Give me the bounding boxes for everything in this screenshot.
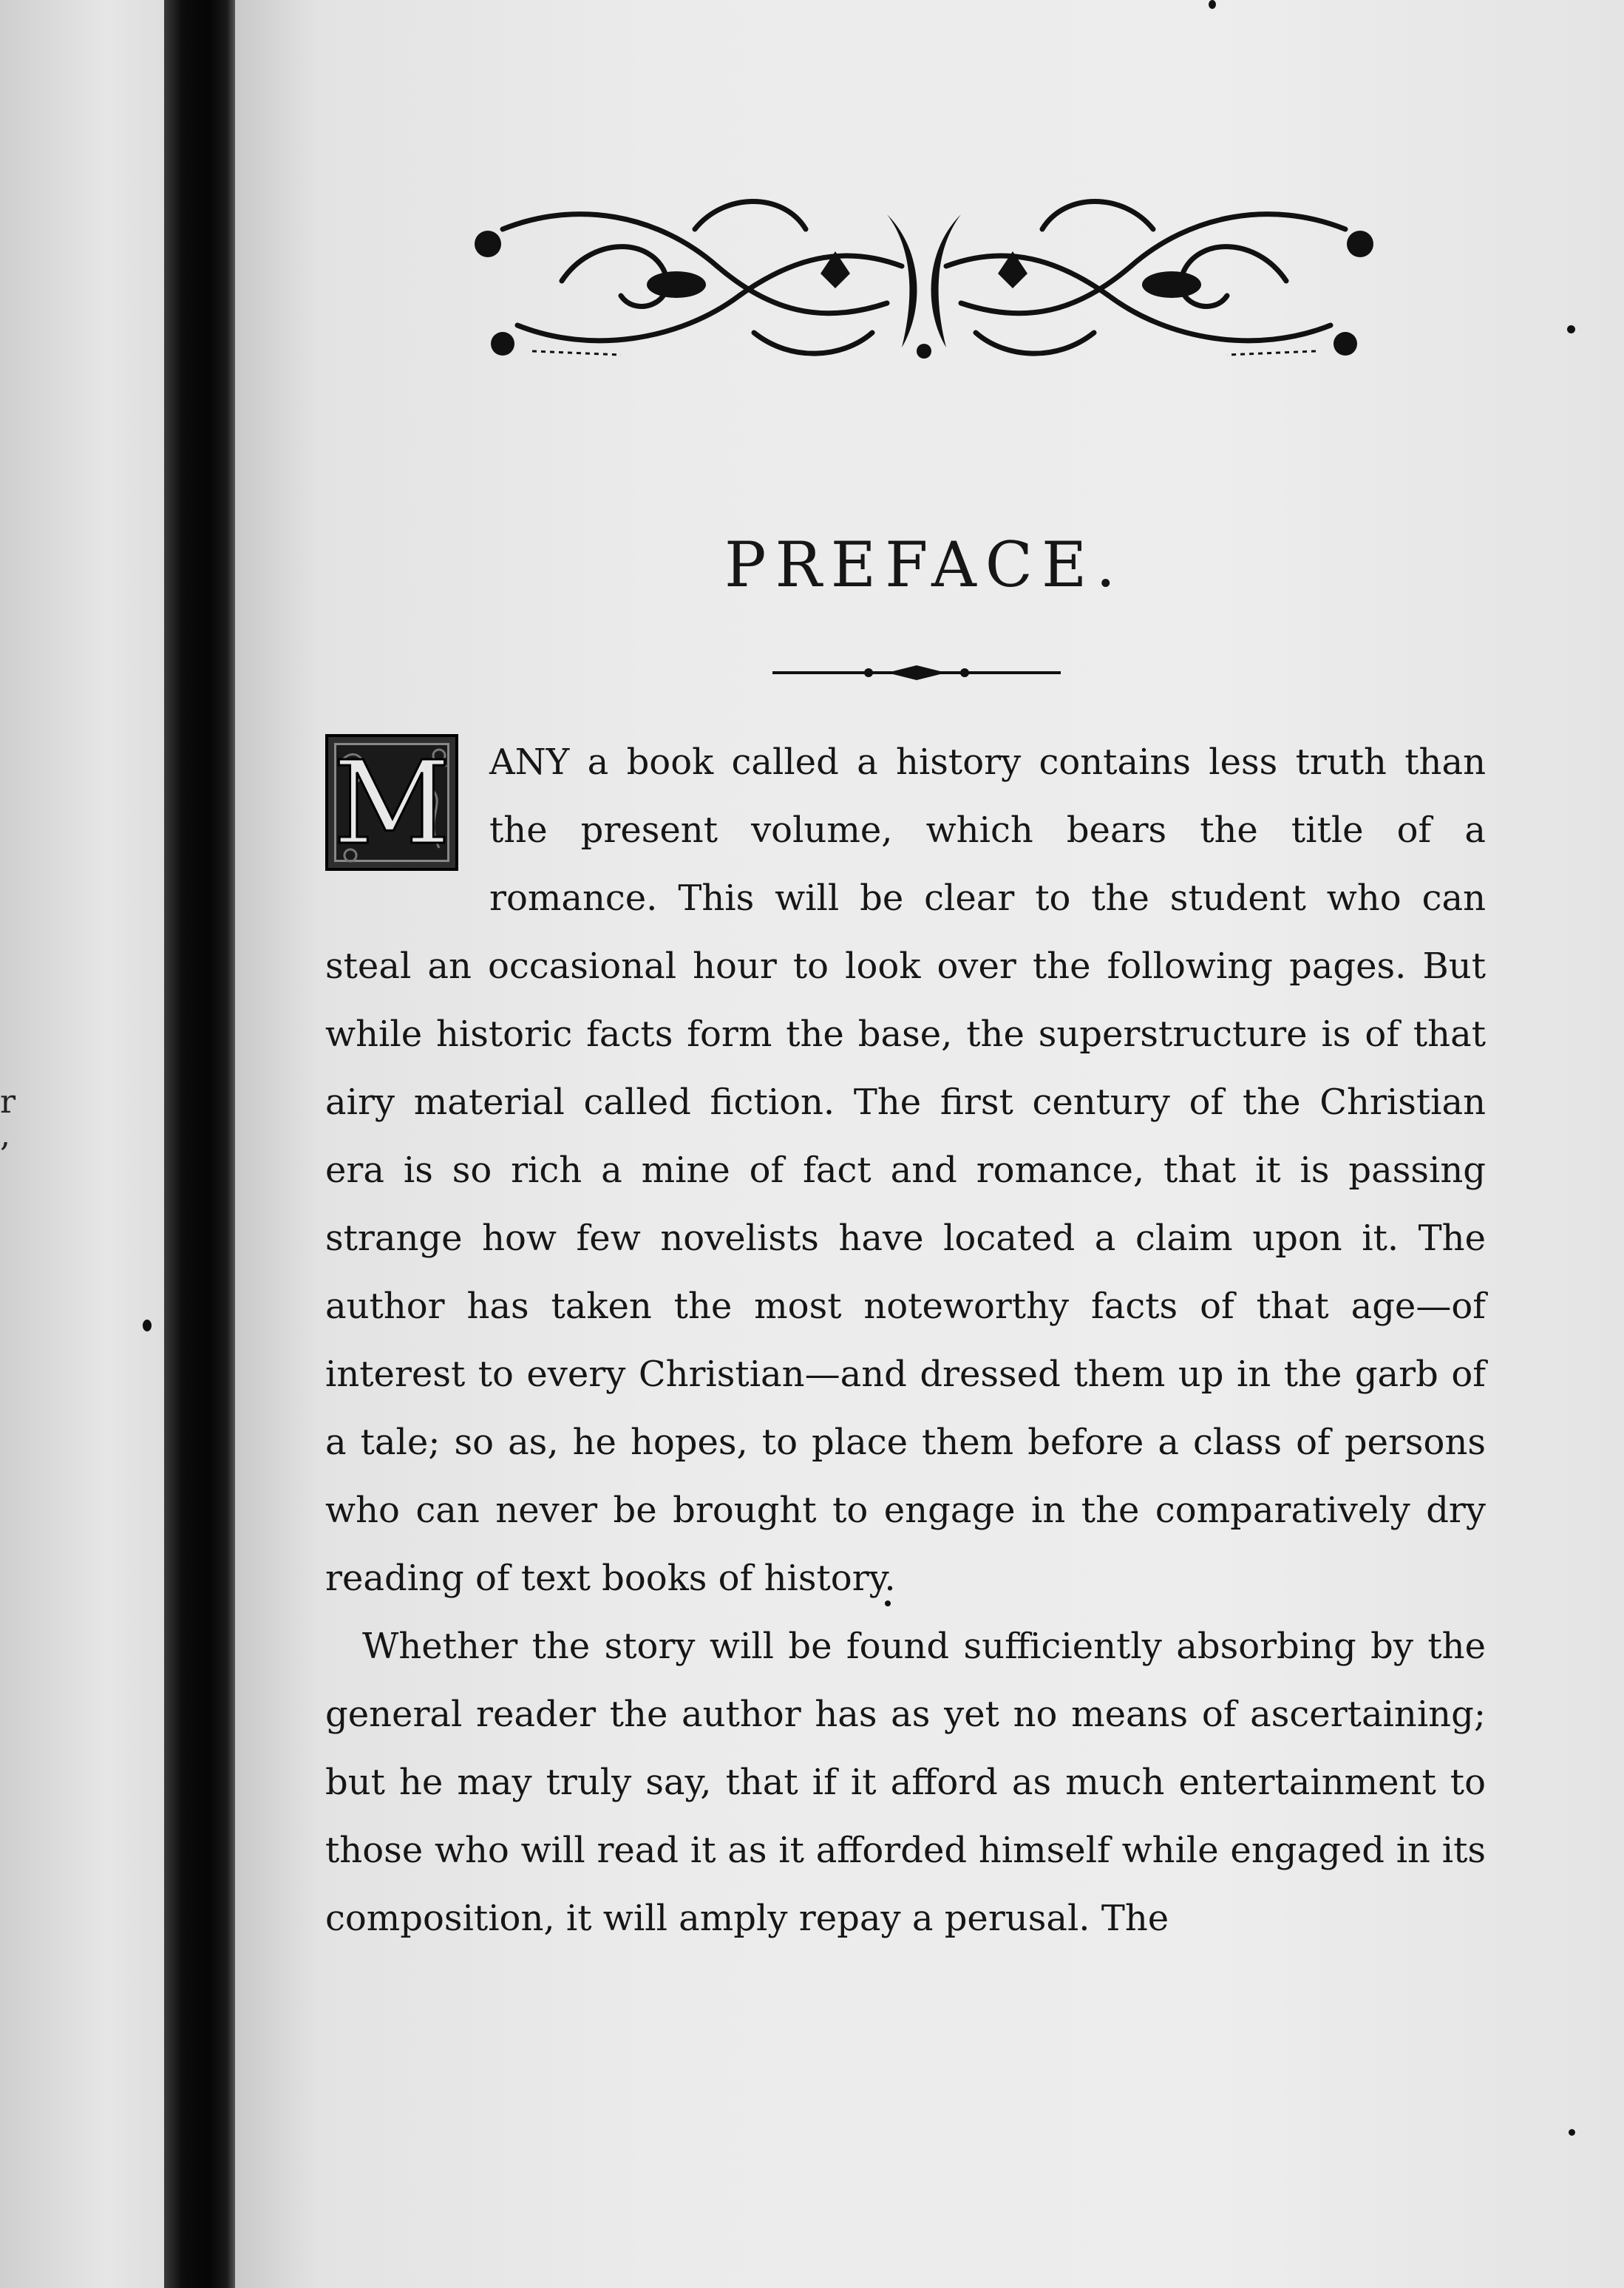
facing-page-fragment: , (0, 1116, 10, 1154)
book-gutter (164, 0, 238, 2288)
diamond-rule-ornament-icon (772, 662, 1061, 684)
print-speck (1209, 0, 1216, 9)
facing-page-fragment: r (0, 1083, 16, 1121)
print-speck (1569, 2129, 1575, 2136)
decorated-initial-icon (325, 734, 458, 871)
preface-paragraph: Whether the story will be found sufficiently absorbing by the general reader the author has as yet no means of ascertaining; but he may truly say, that if it afford as much entertainment to those who will read it as it afforded himself while engaged in its composition, it will amply repay a perusal. The (325, 1626, 1486, 1939)
preface-body (325, 728, 1486, 1952)
page-title: PREFACE. (724, 529, 1125, 601)
floral-scroll-ornament-icon (473, 185, 1375, 370)
preface-paragraph (325, 728, 1486, 1612)
facing-page-edge (0, 0, 177, 2288)
drop-cap-letter: M (333, 736, 451, 870)
print-speck (143, 1320, 152, 1331)
print-speck (1567, 325, 1575, 333)
paragraph-text: ANY a book called a history contains less truth than the present volume, which bears the title of a romance. This will be clear to the student who can steal an occasional hour to look over the following pages. But while historic facts form the base, the superstructure is of that airy material called fiction. The first century of the Christian era is so rich a mine of fact and romance, that it is passing strange how few novelists have located a claim upon it. The author has taken the most noteworthy facts of that age—of interest to every Christian—and dressed them up in the garb of a tale; so as, he hopes, to place them before a class of persons who can never be brought to engage in the comparatively dry reading of text books of history. (325, 741, 1486, 1599)
